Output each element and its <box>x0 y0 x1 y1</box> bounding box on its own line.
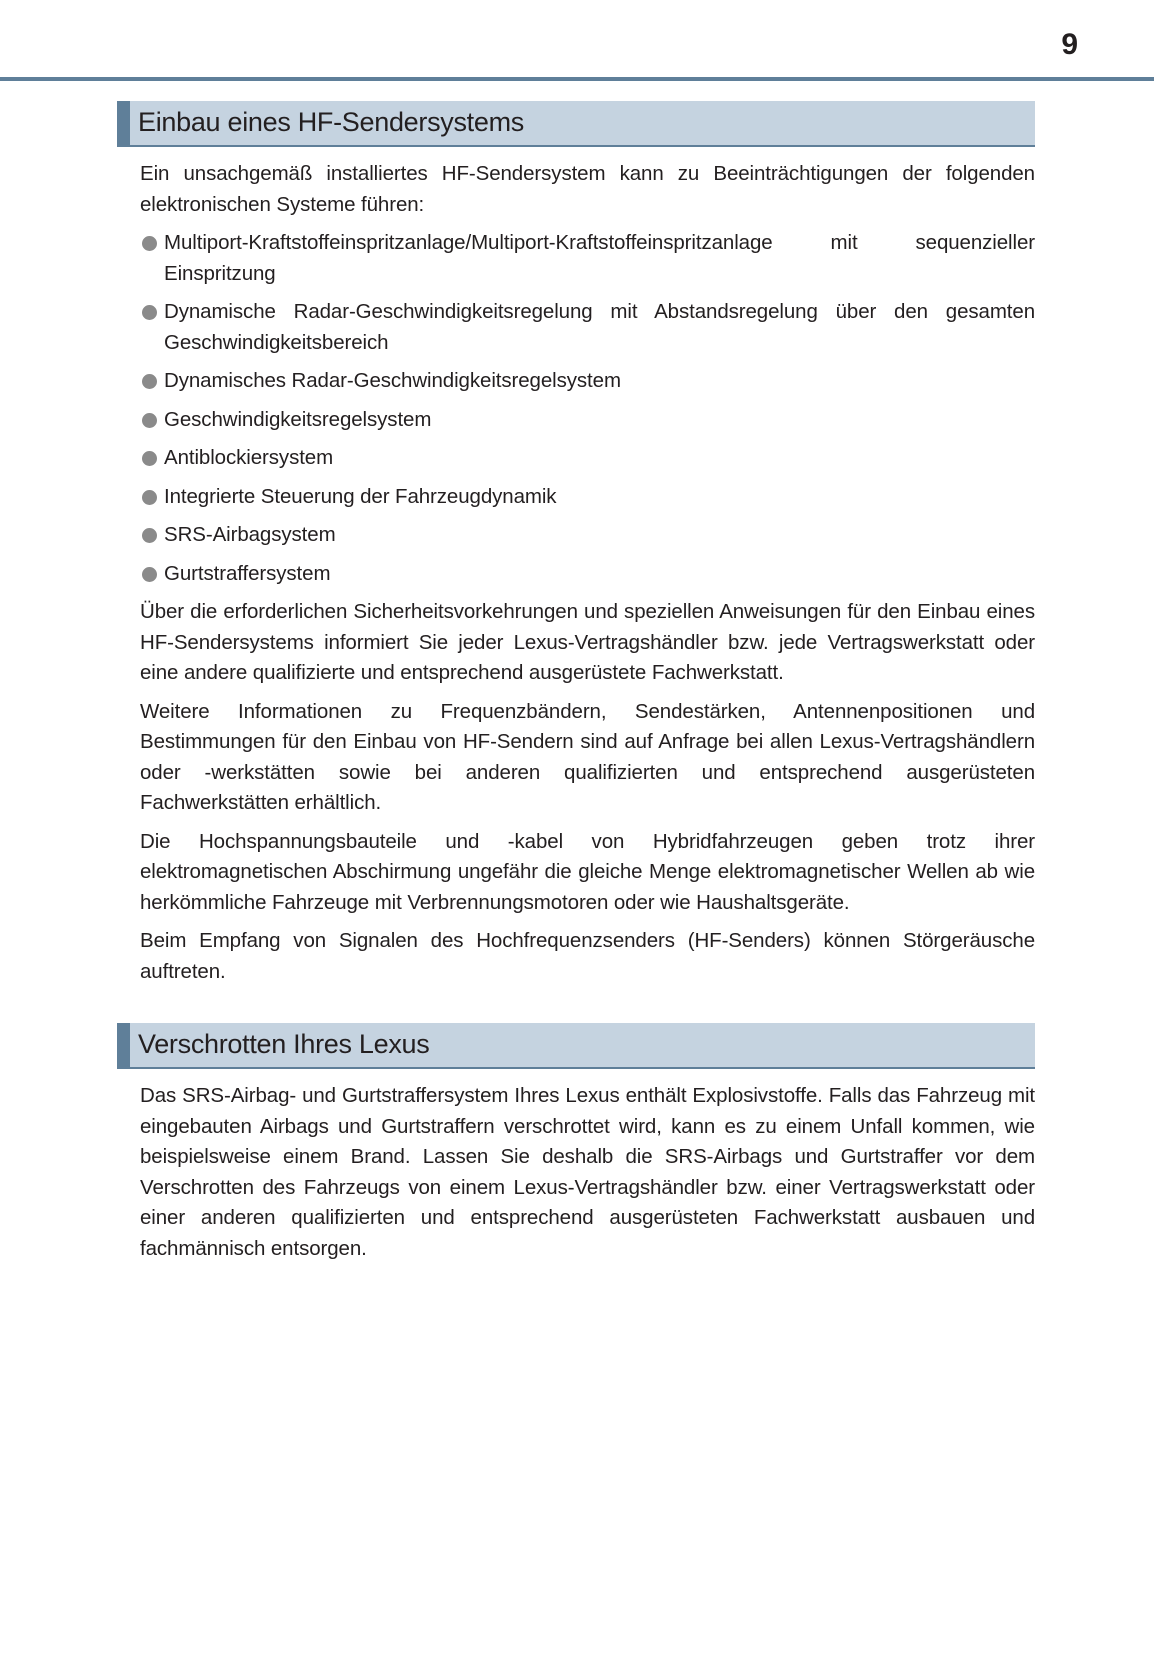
list-item: Dynamisches Radar-Geschwindigkeitsregelsystem <box>140 366 1035 397</box>
section-title: Einbau eines HF-Sendersystems <box>138 107 524 137</box>
list-item: Gurtstraffersystem <box>140 559 1035 590</box>
section-heading-hf <box>117 101 1035 147</box>
list-item: SRS-Airbagsystem <box>140 520 1035 551</box>
paragraph: Die Hochspannungsbauteile und -kabel von Hybridfahrzeugen geben trotz ihrer elektromagnetischen Abschirmung ungefähr die gleiche Menge elektromagnetischer Wellen ab wie herkömmliche Fahrzeuge mit Verbrennungsmotoren oder wie Haushaltsgeräte. <box>140 829 1035 914</box>
bullet-icon <box>142 305 157 320</box>
section-heading-scrap <box>117 1023 1035 1069</box>
bullet-icon <box>142 451 157 466</box>
bullet-icon <box>142 236 157 251</box>
bullet-icon <box>142 490 157 505</box>
paragraph: Das SRS-Airbag- und Gurtstraffersystem Ihres Lexus enthält Explosivstoffe. Falls das Fahrzeug mit eingebauten Airbags und Gurtstraffern verschrottet wird, kann es zu einem Unfall kommen, wie beispielsweise einem Brand. Lassen Sie deshalb die SRS-Airbags und Gurtstraffer vor dem Verschrotten des Fahrzeugs von einem Lexus-Vertragshändler bzw. einer Vertragswerkstatt oder einer anderen qualifizierten und entsprechend ausgerüsteten Fachwerkstatt ausbauen und fachmännisch entsorgen. <box>140 1084 1035 1260</box>
list-item: Multiport-Kraftstoffeinspritzanlage/Multiport-Kraftstoffeinspritzanlage mit sequenzieller Einspritzung <box>140 228 1035 289</box>
paragraph: Über die erforderlichen Sicherheitsvorkehrungen und speziellen Anweisungen für den Einbau eines HF-Sendersystems informiert Sie jeder Lexus-Vertragshändler bzw. jede Vertragswerkstatt oder eine andere qualifizierte und entsprechend ausgerüstete Fachwerkstatt. <box>140 600 1035 684</box>
paragraph: Weitere Informationen zu Frequenzbändern, Sendestärken, Antennenpositionen und Bestimmungen für den Einbau von HF-Sendern sind auf Anfrage bei allen Lexus-Vertragshändlern oder -werkstätten sowie bei anderen qualifizierten und entsprechend ausgerüsteten Fachwerkstätten erhältlich. <box>140 699 1035 814</box>
paragraph: Beim Empfang von Signalen des Hochfrequenzsenders (HF-Senders) können Störgeräusche auftreten. <box>140 929 1035 983</box>
list-item: Dynamische Radar-Geschwindigkeitsregelung mit Abstandsregelung über den gesamten Geschwindigkeitsbereich <box>140 297 1035 358</box>
header-rule <box>0 77 1154 81</box>
bullet-icon <box>142 567 157 582</box>
bullet-icon <box>142 528 157 543</box>
section-title: Verschrotten Ihres Lexus <box>138 1029 430 1059</box>
intro-paragraph: Ein unsachgemäß installiertes HF-Sendersystem kann zu Beeinträchtigungen der folgenden elektronischen Systeme führen: <box>140 162 1035 216</box>
bullet-icon <box>142 413 157 428</box>
page-number: 9 <box>1061 28 1078 61</box>
bullet-icon <box>142 374 157 389</box>
section-body-hf <box>140 159 1035 987</box>
list-item: Geschwindigkeitsregelsystem <box>140 405 1035 436</box>
list-item: Antiblockiersystem <box>140 443 1035 474</box>
list-item: Integrierte Steuerung der Fahrzeugdynamik <box>140 482 1035 513</box>
section-body-scrap <box>140 1081 1035 1264</box>
affected-systems-list <box>140 228 1035 589</box>
